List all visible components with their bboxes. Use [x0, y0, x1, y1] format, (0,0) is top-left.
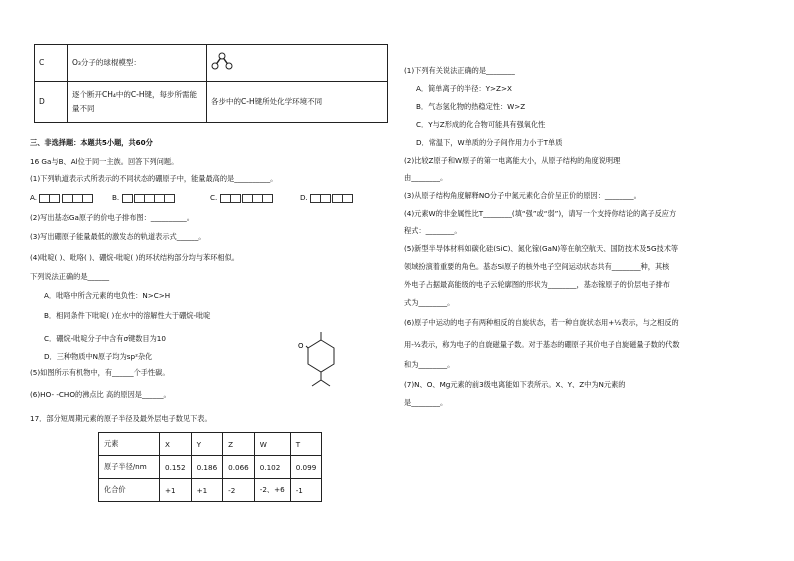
r1-option-a: A．简单离子的半径：Y>Z>X — [416, 84, 512, 93]
cell: -2 — [223, 479, 255, 502]
row-label: 原子半径/nm — [99, 456, 160, 479]
cell: -1 — [290, 479, 322, 502]
r5c: 外电子占据最高能级的电子云轮廓图的形状为________，基态镓原子的价层电子排布 — [404, 280, 670, 289]
q16-4b: 下列说法正确的是______ — [30, 272, 110, 281]
cell: 0.102 — [254, 456, 290, 479]
orbital-option-a: A. — [30, 193, 92, 203]
q16-4: (4)吡啶( )、吡咯( )、硼烷-吡啶( )的环状结构部分均与苯环相似。 — [30, 253, 239, 262]
row-label: D — [35, 82, 68, 123]
r5d: 式为________。 — [404, 298, 455, 307]
cell: 0.099 — [290, 456, 322, 479]
table-row — [35, 45, 388, 82]
chiral-molecule-icon — [296, 330, 346, 388]
q16-2: (2)写出基态Ga原子的价电子排布图：__________。 — [30, 213, 194, 222]
r5b: 领域扮演着重要的角色。基态Si原子的核外电子空间运动状态共有________种，其核 — [404, 262, 670, 271]
header-cell: T — [290, 433, 322, 456]
row-label: 化合价 — [99, 479, 160, 502]
options-table — [34, 44, 388, 123]
r5: (5)新型半导体材料如碳化硅(SiC)、氮化镓(GaN)等在航空航天、国防技术及5G技术等 — [404, 244, 679, 253]
ozone-model-cell — [207, 45, 388, 82]
q16-1: (1)下列轨道表示式所表示的不同状态的硼原子中，能量最高的是__________。 — [30, 174, 278, 183]
cell: 0.066 — [223, 456, 255, 479]
r1-option-c: C．Y与Z形成的化合物可能具有强氧化性 — [416, 120, 546, 129]
r6b: 用-½表示，称为电子的自旋磁量子数。对于基态的硼原子其价电子自旋磁量子数的代数 — [404, 340, 680, 349]
header-cell: 元素 — [99, 433, 160, 456]
r7b: 是________。 — [404, 398, 448, 407]
q16-stem: 16 Ga与B、Al位于同一主族。回答下列问题。 — [30, 157, 179, 166]
header-cell: Y — [191, 433, 223, 456]
orbital-option-c: C. — [210, 193, 272, 203]
r6c: 和为________。 — [404, 360, 455, 369]
q16-6: (6)HO- -CHO的沸点比 高的原因是______。 — [30, 390, 171, 399]
q17-stem: 17．部分短周期元素的原子半径及最外层电子数见下表。 — [30, 414, 212, 423]
r1-option-d: D．常温下，W单质的分子间作用力小于T单质 — [416, 138, 563, 147]
q16-4-option-b: B．相同条件下吡啶( )在水中的溶解性大于硼烷-吡啶 — [44, 311, 211, 320]
row-desc: 逐个断开CH₄中的C-H键，每步所需能量不同 — [68, 82, 207, 123]
q16-4-option-c: C．硼烷-吡啶分子中含有σ键数目为10 — [44, 334, 166, 343]
r7: (7)N、O、Mg元素的前3级电离能如下表所示。X、Y、Z中为N元素的 — [404, 380, 626, 389]
cell: 0.186 — [191, 456, 223, 479]
r4b: 程式：________。 — [404, 226, 462, 235]
header-cell: X — [160, 433, 192, 456]
header-cell: Z — [223, 433, 255, 456]
r2b: 由________。 — [404, 173, 448, 182]
table-row — [99, 456, 322, 479]
q16-4-option-d: D．三种物质中N原子均为sp²杂化 — [44, 352, 153, 361]
ozone-ball-stick-icon — [211, 52, 233, 70]
header-cell: W — [254, 433, 290, 456]
cell: +1 — [160, 479, 192, 502]
row-extra: 各步中的C-H键所处化学环境不同 — [207, 82, 388, 123]
element-table — [98, 432, 322, 502]
r4: (4)元素W的非金属性比T________(填“强”或“弱”)，请写一个支持你结论的离子反应方 — [404, 209, 677, 218]
q16-3: (3)写出硼原子能量最低的激发态的轨道表示式______。 — [30, 232, 206, 241]
orbital-option-d: D. — [300, 193, 352, 203]
r6: (6)原子中运动的电子有两种相反的自旋状态，若一种自旋状态用+½表示，与之相反的 — [404, 318, 679, 327]
table-row — [35, 82, 388, 123]
r1: (1)下列有关说法正确的是________ — [404, 66, 515, 75]
cell: -2、+6 — [254, 479, 290, 502]
r3: (3)从原子结构角度解释NO分子中氮元素化合价呈正价的原因：________。 — [404, 191, 641, 200]
cell: +1 — [191, 479, 223, 502]
row-label: C — [35, 45, 68, 82]
orbital-option-b: B. — [112, 193, 174, 203]
svg-text:O: O — [298, 342, 304, 350]
q16-4-option-a: A．吡咯中所含元素的电负性：N>C>H — [44, 291, 171, 300]
row-desc: O₃分子的球棍模型： — [68, 45, 207, 82]
r2: (2)比较Z原子和W原子的第一电离能大小，从原子结构的角度说明理 — [404, 156, 621, 165]
section-title: 三、非选择题：本题共5小题，共60分 — [30, 138, 153, 147]
r1-option-b: B．气态氢化物的热稳定性：W>Z — [416, 102, 526, 111]
table-row — [99, 479, 322, 502]
q16-5: (5)如图所示有机物中，有______个手性碳。 — [30, 368, 170, 377]
table-row — [99, 433, 322, 456]
cell: 0.152 — [160, 456, 192, 479]
